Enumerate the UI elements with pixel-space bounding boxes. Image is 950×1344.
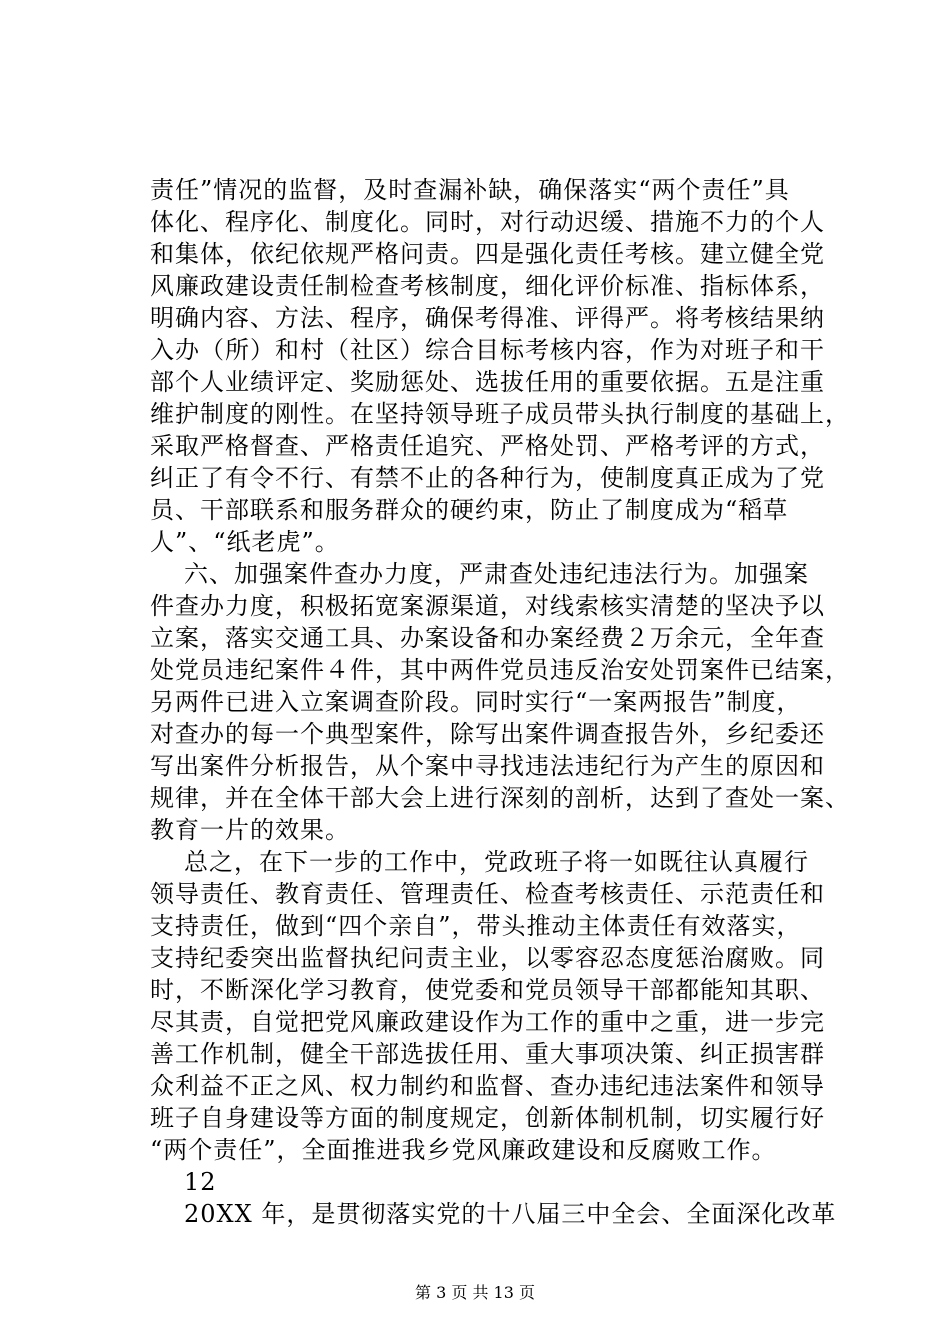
text-line: 众利益不正之风、权力制约和监督、查办违纪违法案件和领导 [150,1072,825,1100]
text-line: 时，不断深化学习教育，使党委和党员领导干部都能知其职、 [150,976,825,1004]
text-line: 对查办的每一个典型案件，除写出案件调查报告外，乡纪委还 [150,720,825,748]
text-line: 领导责任、教育责任、管理责任、检查考核责任、示范责任和 [150,880,825,908]
document-body [150,174,850,1230]
text-line: 体化、程序化、制度化。同时，对行动迟缓、措施不力的个人 [150,208,825,236]
text-line: 支持责任，做到“四个亲自”，带头推动主体责任有效落实， [150,912,802,940]
text-line: 风廉政建设责任制检查考核制度，细化评价标准、指标体系， [150,272,825,300]
text-line: 总之，在下一步的工作中，党政班子将一如既往认真履行 [184,848,809,876]
text-line: 20XX 年，是贯彻落实党的十八届三中全会、全面深化改革 [184,1200,837,1228]
text-line: 班子自身建设等方面的制度规定，创新体制机制，切实履行好 [150,1104,825,1132]
text-line: 支持纪委突出监督执纪问责主业，以零容忍态度惩治腐败。同 [150,944,825,972]
text-line: 写出案件分析报告，从个案中寻找违法违纪行为产生的原因和 [150,752,825,780]
page-number-footer: 第 3 页 共 13 页 [415,1283,535,1302]
text-line: 和集体，依纪依规严格问责。四是强化责任考核。建立健全党 [150,240,825,268]
text-line: 教育一片的效果。 [150,816,350,844]
text-line: 件查办力度，积极拓宽案源渠道，对线索核实清楚的坚决予以 [150,592,825,620]
text-line: 尽其责，自觉把党风廉政建设作为工作的重中之重，进一步完 [150,1008,825,1036]
text-line: 另两件已进入立案调查阶段。同时实行“一案两报告”制度， [150,688,802,716]
text-line: 责任”情况的监督，及时查漏补缺，确保落实“两个责任”具 [150,176,790,204]
text-line: 采取严格督查、严格责任追究、严格处罚、严格考评的方式， [150,432,825,460]
text-line: 员、干部联系和服务群众的硬约束，防止了制度成为“稻草 [150,496,789,524]
text-line: 善工作机制，健全干部选拔任用、重大事项决策、纠正损害群 [150,1040,825,1068]
text-line: 六、加强案件查办力度，严肃查处违纪违法行为。加强案 [184,560,809,588]
text-line: 维护制度的刚性。在坚持领导班子成员带头执行制度的基础上， [150,400,850,428]
text-line: 人”、“纸老虎”。 [150,528,340,556]
text-line: 入办（所）和村（社区）综合目标考核内容，作为对班子和干 [150,336,825,364]
text-line: “两个责任”，全面推进我乡党风廉政建设和反腐败工作。 [150,1136,777,1164]
text-line: 纠正了有令不行、有禁不止的各种行为，使制度真正成为了党 [150,464,825,492]
text-line: 12 [184,1168,217,1196]
text-line: 处党员违纪案件４件，其中两件党员违反治安处罚案件已结案， [150,656,850,684]
text-line: 规律，并在全体干部大会上进行深刻的剖析，达到了查处一案、 [150,784,850,812]
text-line: 立案，落实交通工具、办案设备和办案经费２万余元，全年查 [150,624,825,652]
text-line: 明确内容、方法、程序，确保考得准、评得严。将考核结果纳 [150,304,825,332]
text-line: 部个人业绩评定、奖励惩处、选拔任用的重要依据。五是注重 [150,368,825,396]
